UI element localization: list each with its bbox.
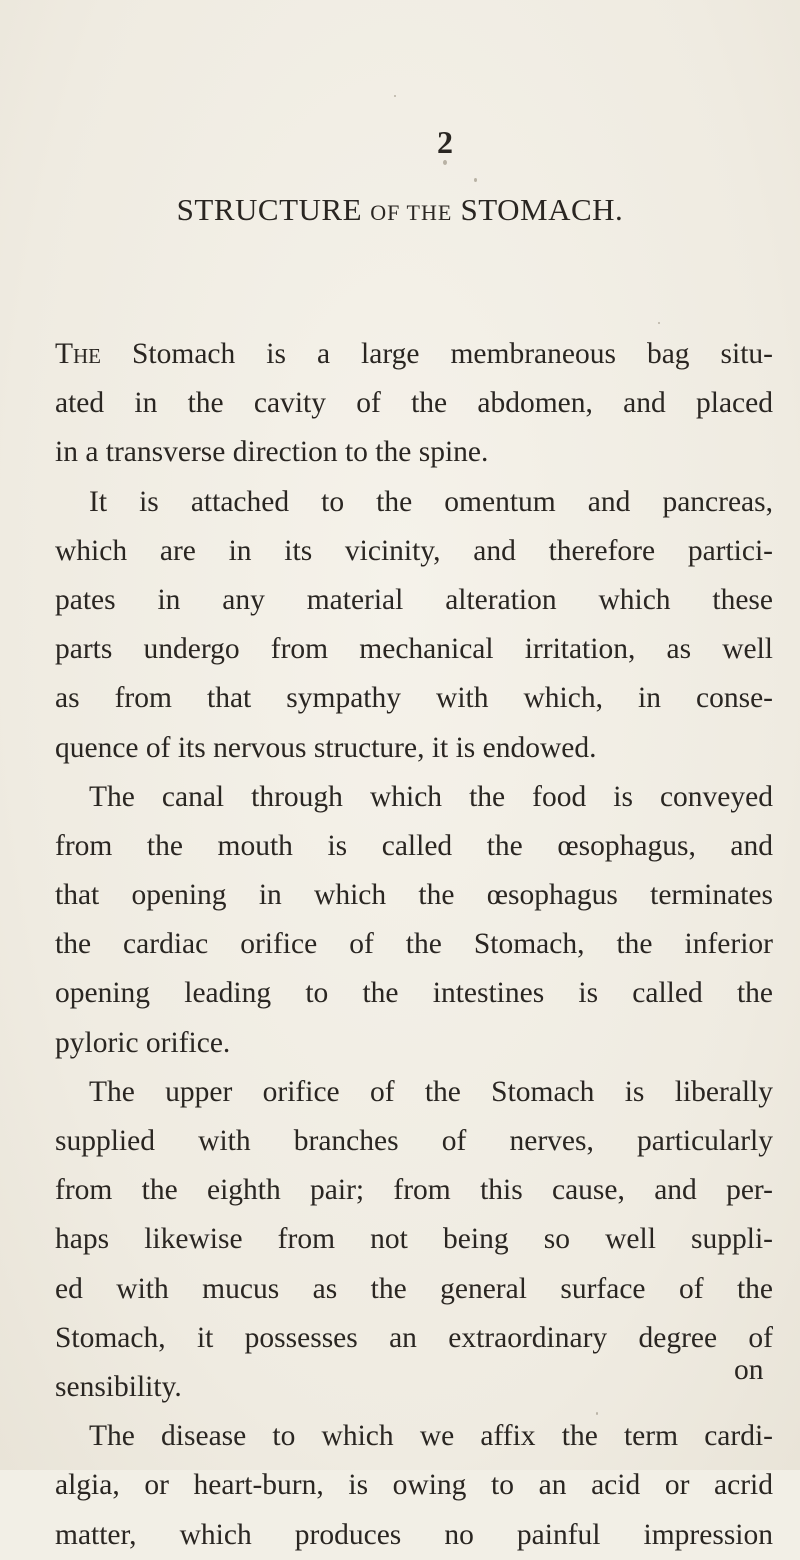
- chapter-heading: [0, 194, 800, 225]
- text-line: from the eighth pair; from this cause, and per-: [55, 1174, 773, 1207]
- page-number: 2: [437, 124, 453, 160]
- text-line: the cardiac orifice of the Stomach, the inferior: [55, 928, 773, 961]
- text-line: The disease to which we affix the term cardi-: [89, 1420, 773, 1453]
- text-line: supplied with branches of nerves, particularly: [55, 1125, 773, 1157]
- text-line: ed with mucus as the general surface of the: [55, 1272, 773, 1305]
- text-line: as from that sympathy with which, in conse-: [55, 682, 773, 715]
- text-line: ated in the cavity of the abdomen, and placed: [55, 387, 773, 420]
- paper-speck: [394, 95, 396, 97]
- heading-word-stomach: STOMACH.: [460, 192, 624, 227]
- text-line: from the mouth is called the œsophagus, and: [55, 829, 773, 862]
- catchword: on: [734, 1354, 764, 1386]
- body-text: [55, 330, 773, 1560]
- text-line: that opening in which the œsophagus terminates: [55, 879, 773, 912]
- text-line: haps likewise from not being so well suppli-: [55, 1223, 773, 1256]
- text-line: in a transverse direction to the spine.: [55, 436, 489, 469]
- text-line: matter, which produces no painful impression: [55, 1518, 773, 1551]
- heading-of-the: OF THE: [370, 200, 453, 225]
- text-line: algia, or heart-burn, is owing to an acid or acrid: [55, 1469, 773, 1502]
- text-line: which are in its vicinity, and therefore partici-: [55, 534, 773, 567]
- text-line: [55, 330, 773, 379]
- text-line: Stomach, it possesses an extraordinary degree of: [55, 1321, 773, 1354]
- text-line: pyloric orifice.: [55, 1026, 231, 1059]
- first-word-initial: The: [55, 338, 102, 370]
- text-line: It is attached to the omentum and pancreas,: [89, 485, 773, 518]
- text-line-content: Stomach is a large membraneous bag situ-: [101, 338, 773, 370]
- text-line: opening leading to the intestines is called the: [55, 977, 773, 1010]
- text-line: parts undergo from mechanical irritation, as well: [55, 633, 773, 666]
- text-line: pates in any material alteration which these: [55, 583, 773, 616]
- heading-word-structure: STRUCTURE: [176, 192, 363, 227]
- paper-speck: [658, 322, 660, 324]
- text-line: quence of its nervous structure, it is endowed.: [55, 731, 597, 764]
- text-line: The canal through which the food is conveyed: [89, 780, 773, 813]
- paper-speck: [474, 178, 477, 182]
- paper-speck: [443, 160, 447, 165]
- paper-speck: [596, 1412, 598, 1415]
- text-line: sensibility.: [55, 1370, 182, 1403]
- text-line: The upper orifice of the Stomach is liberally: [89, 1075, 773, 1108]
